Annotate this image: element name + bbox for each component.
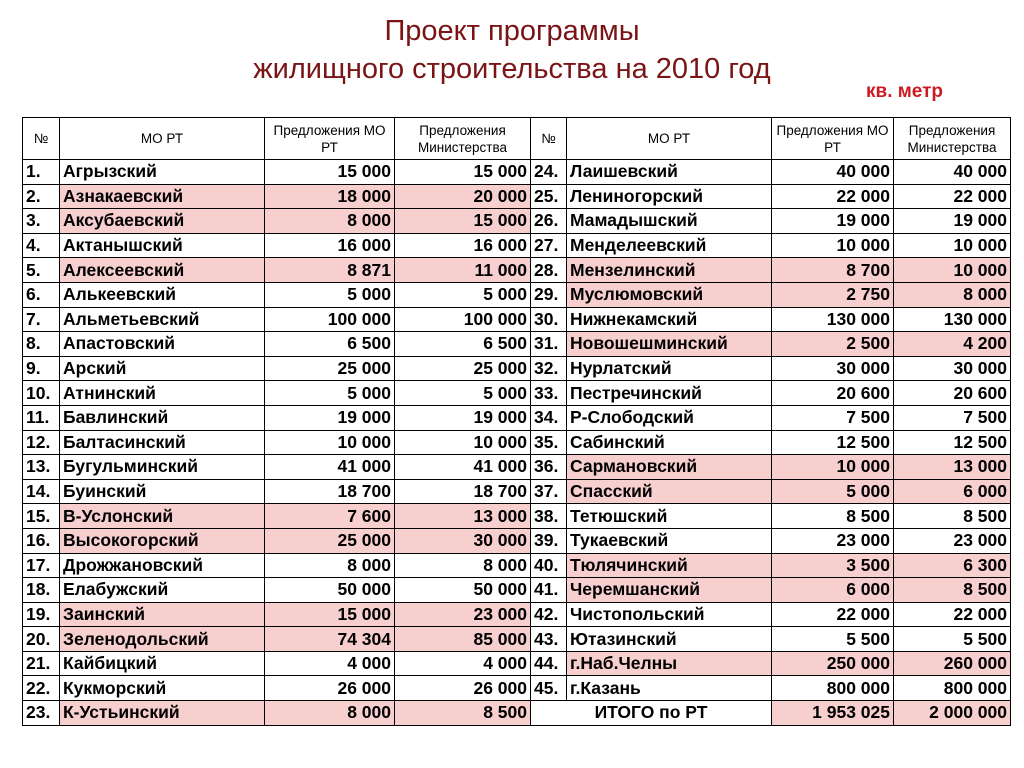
row-number: 11. (23, 405, 60, 430)
row-number: 9. (23, 356, 60, 381)
proposal-ministry-value: 130 000 (894, 307, 1011, 332)
district-name: Лениногорский (567, 184, 772, 209)
proposal-mo-value: 3 500 (772, 553, 894, 578)
proposal-mo-value: 18 700 (265, 479, 395, 504)
proposal-ministry-value: 11 000 (395, 258, 531, 283)
row-number: 45. (531, 676, 567, 701)
proposal-mo-value: 2 750 (772, 282, 894, 307)
district-name: Новошешминский (567, 332, 772, 357)
table-row (23, 356, 1011, 381)
row-number: 18. (23, 578, 60, 603)
header-mo-right: МО РТ (567, 118, 772, 160)
proposal-mo-value: 10 000 (265, 430, 395, 455)
district-name: Тюлячинский (567, 553, 772, 578)
proposal-ministry-value: 19 000 (894, 209, 1011, 234)
proposal-mo-value: 8 000 (265, 701, 395, 726)
district-name: Буинский (60, 479, 265, 504)
district-name: Нурлатский (567, 356, 772, 381)
proposal-mo-value: 5 500 (772, 627, 894, 652)
district-name: Елабужский (60, 578, 265, 603)
row-number: 10. (23, 381, 60, 406)
row-number: 2. (23, 184, 60, 209)
total-ministry-value: 2 000 000 (894, 701, 1011, 726)
table-row (23, 184, 1011, 209)
district-name: Ютазинский (567, 627, 772, 652)
row-number: 3. (23, 209, 60, 234)
row-number: 12. (23, 430, 60, 455)
proposal-ministry-value: 260 000 (894, 651, 1011, 676)
proposal-ministry-value: 30 000 (395, 528, 531, 553)
row-number: 33. (531, 381, 567, 406)
district-name: В-Услонский (60, 504, 265, 529)
row-number: 37. (531, 479, 567, 504)
table-row (23, 553, 1011, 578)
row-number: 31. (531, 332, 567, 357)
district-name: Азнакаевский (60, 184, 265, 209)
total-mo-value: 1 953 025 (772, 701, 894, 726)
proposal-mo-value: 25 000 (265, 356, 395, 381)
proposal-mo-value: 7 600 (265, 504, 395, 529)
proposal-ministry-value: 8 000 (395, 553, 531, 578)
district-name: Р-Слободский (567, 405, 772, 430)
proposal-mo-value: 6 500 (265, 332, 395, 357)
row-number: 29. (531, 282, 567, 307)
row-number: 43. (531, 627, 567, 652)
page-title-line-2: жилищного строительства на 2010 год (253, 53, 771, 85)
row-number: 23. (23, 701, 60, 726)
proposal-mo-value: 6 000 (772, 578, 894, 603)
district-name: Зеленодольский (60, 627, 265, 652)
housing-table (22, 117, 1011, 726)
proposal-ministry-value: 10 000 (395, 430, 531, 455)
proposal-mo-value: 22 000 (772, 184, 894, 209)
proposal-mo-value: 100 000 (265, 307, 395, 332)
proposal-ministry-value: 18 700 (395, 479, 531, 504)
proposal-mo-value: 2 500 (772, 332, 894, 357)
district-name: г.Казань (567, 676, 772, 701)
row-number: 40. (531, 553, 567, 578)
proposal-ministry-value: 19 000 (395, 405, 531, 430)
row-number: 15. (23, 504, 60, 529)
proposal-mo-value: 19 000 (772, 209, 894, 234)
proposal-ministry-value: 25 000 (395, 356, 531, 381)
row-number: 20. (23, 627, 60, 652)
row-number: 14. (23, 479, 60, 504)
row-number: 28. (531, 258, 567, 283)
row-number: 32. (531, 356, 567, 381)
unit-label: кв. метр (866, 81, 944, 102)
proposal-mo-value: 41 000 (265, 455, 395, 480)
row-number: 8. (23, 332, 60, 357)
table-row (23, 578, 1011, 603)
row-number: 42. (531, 602, 567, 627)
table-row (23, 332, 1011, 357)
row-number: 30. (531, 307, 567, 332)
proposal-ministry-value: 22 000 (894, 602, 1011, 627)
proposal-ministry-value: 10 000 (894, 258, 1011, 283)
row-number: 41. (531, 578, 567, 603)
district-name: Черемшанский (567, 578, 772, 603)
proposal-mo-value: 5 000 (265, 282, 395, 307)
table-row (23, 160, 1011, 185)
proposal-mo-value: 15 000 (265, 160, 395, 185)
proposal-ministry-value: 20 000 (395, 184, 531, 209)
row-number: 6. (23, 282, 60, 307)
page-title (0, 12, 1024, 88)
header-num-left: № (23, 118, 60, 160)
table-row (23, 233, 1011, 258)
table-row (23, 651, 1011, 676)
row-number: 19. (23, 602, 60, 627)
proposal-ministry-value: 4 200 (894, 332, 1011, 357)
proposal-mo-value: 7 500 (772, 405, 894, 430)
table-row (23, 602, 1011, 627)
row-number: 22. (23, 676, 60, 701)
page-title-line-1: Проект программы (384, 15, 640, 47)
table-row (23, 430, 1011, 455)
district-name: Альметьевский (60, 307, 265, 332)
proposal-ministry-value: 8 500 (894, 578, 1011, 603)
proposal-ministry-value: 12 500 (894, 430, 1011, 455)
proposal-mo-value: 5 000 (772, 479, 894, 504)
row-number: 35. (531, 430, 567, 455)
district-name: Актанышский (60, 233, 265, 258)
district-name: Менделеевский (567, 233, 772, 258)
proposal-mo-value: 20 600 (772, 381, 894, 406)
proposal-ministry-value: 5 500 (894, 627, 1011, 652)
proposal-ministry-value: 40 000 (894, 160, 1011, 185)
table-row (23, 209, 1011, 234)
proposal-mo-value: 10 000 (772, 455, 894, 480)
district-name: Сабинский (567, 430, 772, 455)
proposal-ministry-value: 8 000 (894, 282, 1011, 307)
proposal-ministry-value: 41 000 (395, 455, 531, 480)
proposal-mo-value: 25 000 (265, 528, 395, 553)
row-number: 25. (531, 184, 567, 209)
proposal-mo-value: 22 000 (772, 602, 894, 627)
proposal-ministry-value: 13 000 (395, 504, 531, 529)
proposal-ministry-value: 6 300 (894, 553, 1011, 578)
proposal-ministry-value: 85 000 (395, 627, 531, 652)
proposal-ministry-value: 15 000 (395, 209, 531, 234)
district-name: Атнинский (60, 381, 265, 406)
proposal-ministry-value: 4 000 (395, 651, 531, 676)
proposal-mo-value: 16 000 (265, 233, 395, 258)
header-prop-min-right: Предложения Министерства (894, 118, 1011, 160)
proposal-ministry-value: 7 500 (894, 405, 1011, 430)
row-number: 24. (531, 160, 567, 185)
proposal-ministry-value: 8 500 (395, 701, 531, 726)
proposal-mo-value: 4 000 (265, 651, 395, 676)
header-row (23, 118, 1011, 160)
table-row (23, 282, 1011, 307)
table-row (23, 479, 1011, 504)
district-name: Бугульминский (60, 455, 265, 480)
row-number: 36. (531, 455, 567, 480)
district-name: Апастовский (60, 332, 265, 357)
proposal-mo-value: 250 000 (772, 651, 894, 676)
table-row (23, 676, 1011, 701)
row-number: 27. (531, 233, 567, 258)
proposal-ministry-value: 8 500 (894, 504, 1011, 529)
proposal-mo-value: 8 871 (265, 258, 395, 283)
table-body (23, 160, 1011, 726)
proposal-mo-value: 23 000 (772, 528, 894, 553)
proposal-mo-value: 800 000 (772, 676, 894, 701)
proposal-mo-value: 12 500 (772, 430, 894, 455)
district-name: Балтасинский (60, 430, 265, 455)
proposal-ministry-value: 16 000 (395, 233, 531, 258)
row-number: 4. (23, 233, 60, 258)
proposal-mo-value: 130 000 (772, 307, 894, 332)
proposal-ministry-value: 5 000 (395, 282, 531, 307)
table-row (23, 627, 1011, 652)
district-name: Пестречинский (567, 381, 772, 406)
district-name: Алькеевский (60, 282, 265, 307)
district-name: Сармановский (567, 455, 772, 480)
district-name: Нижнекамский (567, 307, 772, 332)
row-number: 5. (23, 258, 60, 283)
district-name: Мамадышский (567, 209, 772, 234)
header-prop-min-left: Предложения Министерства (395, 118, 531, 160)
proposal-ministry-value: 23 000 (395, 602, 531, 627)
table-row (23, 455, 1011, 480)
proposal-mo-value: 8 000 (265, 553, 395, 578)
proposal-ministry-value: 30 000 (894, 356, 1011, 381)
district-name: Тукаевский (567, 528, 772, 553)
proposal-mo-value: 8 700 (772, 258, 894, 283)
proposal-ministry-value: 800 000 (894, 676, 1011, 701)
district-name: Муслюмовский (567, 282, 772, 307)
row-number: 34. (531, 405, 567, 430)
district-name: Мензелинский (567, 258, 772, 283)
total-label: ИТОГО по РТ (531, 701, 772, 726)
district-name: Арский (60, 356, 265, 381)
district-name: Лаишевский (567, 160, 772, 185)
proposal-ministry-value: 50 000 (395, 578, 531, 603)
district-name: Заинский (60, 602, 265, 627)
proposal-mo-value: 50 000 (265, 578, 395, 603)
table-row (23, 381, 1011, 406)
row-number: 16. (23, 528, 60, 553)
district-name: Спасский (567, 479, 772, 504)
district-name: Бавлинский (60, 405, 265, 430)
proposal-ministry-value: 6 500 (395, 332, 531, 357)
district-name: Тетюшский (567, 504, 772, 529)
proposal-ministry-value: 100 000 (395, 307, 531, 332)
proposal-ministry-value: 23 000 (894, 528, 1011, 553)
proposal-mo-value: 18 000 (265, 184, 395, 209)
proposal-mo-value: 74 304 (265, 627, 395, 652)
header-prop-mo-left: Предложения МО РТ (265, 118, 395, 160)
header-num-right: № (531, 118, 567, 160)
table-row (23, 528, 1011, 553)
district-name: Аксубаевский (60, 209, 265, 234)
district-name: Кайбицкий (60, 651, 265, 676)
header-mo-left: МО РТ (60, 118, 265, 160)
proposal-mo-value: 15 000 (265, 602, 395, 627)
proposal-ministry-value: 20 600 (894, 381, 1011, 406)
table-row (23, 405, 1011, 430)
row-number: 26. (531, 209, 567, 234)
row-number: 44. (531, 651, 567, 676)
district-name: Агрызский (60, 160, 265, 185)
district-name: Чистопольский (567, 602, 772, 627)
row-number: 39. (531, 528, 567, 553)
proposal-mo-value: 5 000 (265, 381, 395, 406)
row-number: 13. (23, 455, 60, 480)
header-prop-mo-right: Предложения МО РТ (772, 118, 894, 160)
district-name: Алексеевский (60, 258, 265, 283)
row-number: 38. (531, 504, 567, 529)
table-row (23, 307, 1011, 332)
proposal-mo-value: 26 000 (265, 676, 395, 701)
proposal-ministry-value: 10 000 (894, 233, 1011, 258)
proposal-mo-value: 30 000 (772, 356, 894, 381)
row-number: 21. (23, 651, 60, 676)
proposal-ministry-value: 13 000 (894, 455, 1011, 480)
proposal-mo-value: 8 500 (772, 504, 894, 529)
district-name: г.Наб.Челны (567, 651, 772, 676)
district-name: Кукморский (60, 676, 265, 701)
proposal-mo-value: 19 000 (265, 405, 395, 430)
district-name: К-Устьинский (60, 701, 265, 726)
proposal-ministry-value: 6 000 (894, 479, 1011, 504)
proposal-mo-value: 40 000 (772, 160, 894, 185)
proposal-mo-value: 10 000 (772, 233, 894, 258)
row-number: 7. (23, 307, 60, 332)
table-row (23, 258, 1011, 283)
district-name: Высокогорский (60, 528, 265, 553)
row-number: 17. (23, 553, 60, 578)
table-row (23, 504, 1011, 529)
row-number: 1. (23, 160, 60, 185)
district-name: Дрожжановский (60, 553, 265, 578)
proposal-ministry-value: 5 000 (395, 381, 531, 406)
proposal-ministry-value: 15 000 (395, 160, 531, 185)
proposal-ministry-value: 22 000 (894, 184, 1011, 209)
table-row (23, 701, 1011, 726)
proposal-ministry-value: 26 000 (395, 676, 531, 701)
proposal-mo-value: 8 000 (265, 209, 395, 234)
